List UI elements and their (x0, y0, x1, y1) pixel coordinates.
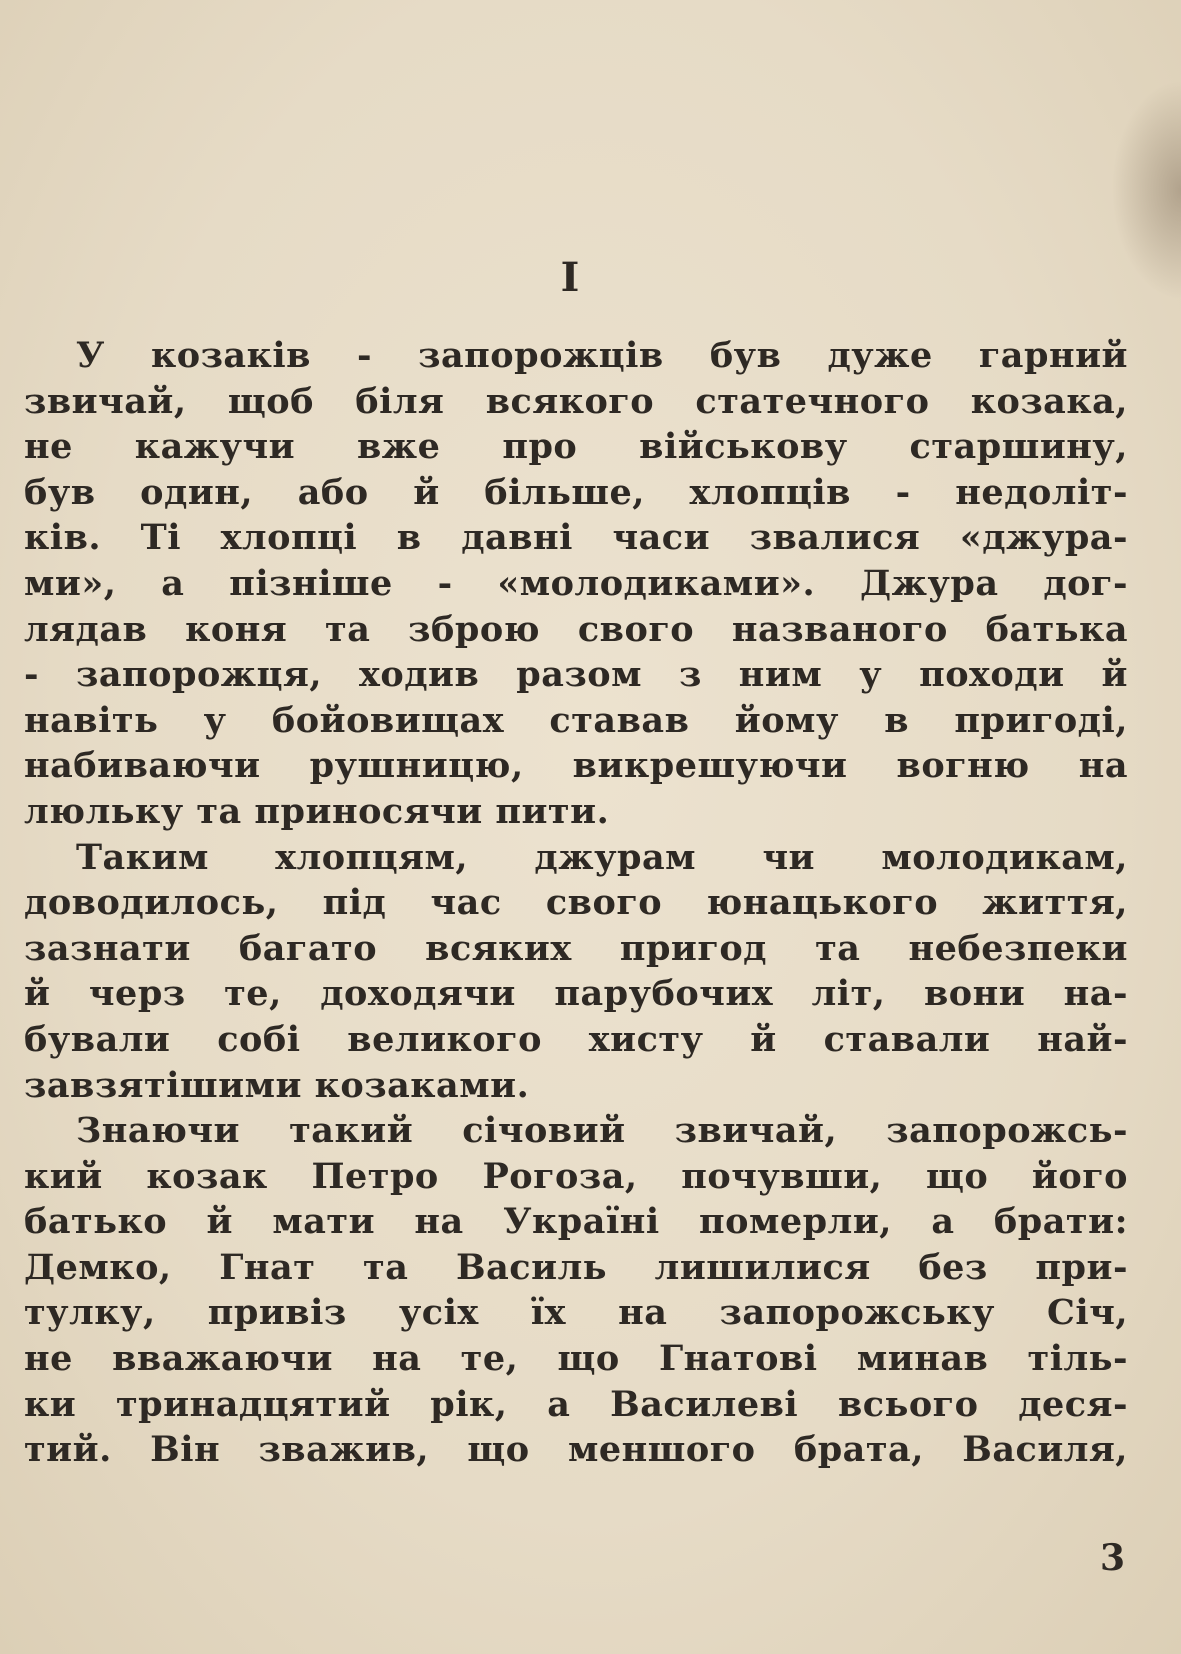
text-line: звичай, щоб біля всякого статечного козака, (24, 380, 1128, 422)
text-line: Знаючи такий січовий звичай, запорожсь- (76, 1110, 1128, 1152)
text-line: тулку, привіз усіх їх на запорожську Січ, (24, 1292, 1128, 1334)
text-line: набиваючи рушницю, викрешуючи вогню на (24, 745, 1128, 787)
chapter-number: I (560, 254, 580, 301)
text-line: - запорожця, ходив разом з ним у походи й (24, 654, 1128, 696)
text-line: доводилось, під час свого юнацького життя, (24, 882, 1128, 924)
text-line: тий. Він зважив, що меншого брата, Василя, (24, 1429, 1128, 1471)
text-line: був один, або й більше, хлопців - недоліт- (24, 471, 1128, 513)
text-line: ки тринадцятий рік, а Василеві всього деся- (24, 1383, 1128, 1425)
text-line: зазнати багато всяких пригод та небезпеки (24, 927, 1128, 969)
text-line: кий козак Петро Рогоза, почувши, що його (24, 1155, 1128, 1197)
page-number: 3 (1100, 1537, 1126, 1579)
text-line: не вважаючи на те, що Гнатові минав тіль- (24, 1338, 1128, 1380)
text-line: ми», а пізніше - «молодиками». Джура дог- (24, 562, 1128, 604)
text-line: Таким хлопцям, джурам чи молодикам, (76, 836, 1128, 878)
text-line: завзятішими козаками. (24, 1064, 530, 1106)
text-line: Демко, Гнат та Василь лишилися без при- (24, 1246, 1128, 1288)
text-line: У козаків - запорожців був дуже гарний (76, 335, 1128, 376)
text-line: лядав коня та зброю свого названого батька (24, 608, 1128, 650)
body-text (24, 333, 1128, 1473)
text-line: й черз те, доходячи парубочих літ, вони на- (24, 973, 1128, 1015)
text-line: навіть у бойовищах ставав йому в пригоді, (24, 699, 1128, 741)
text-line: ків. Ті хлопці в давні часи звалися «джура- (24, 517, 1128, 559)
text-line: не кажучи вже про військову старшину, (24, 426, 1128, 468)
text-line: бували собі великого хисту й ставали най- (24, 1018, 1128, 1060)
text-line: люльку та приносячи пити. (24, 790, 610, 832)
text-line: батько й мати на Україні померли, а брати: (24, 1201, 1128, 1243)
